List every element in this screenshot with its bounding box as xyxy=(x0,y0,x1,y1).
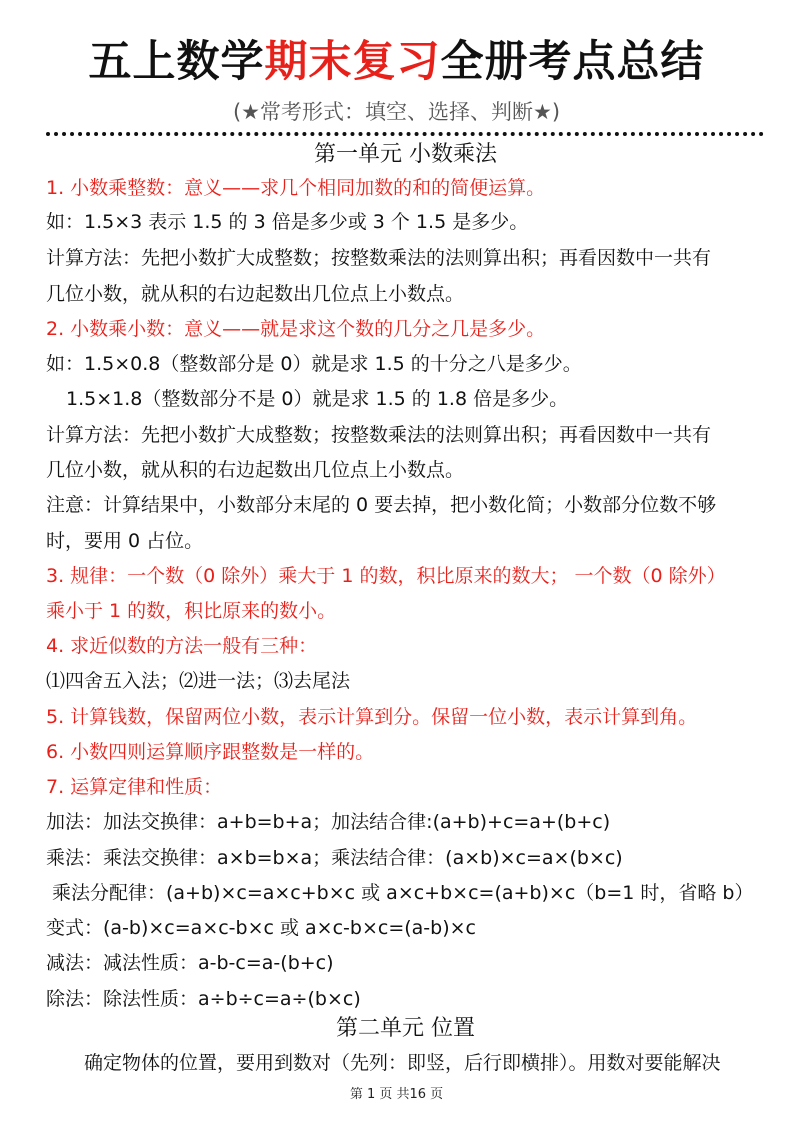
unit2-line: 确定物体的位置，要用到数对（先列：即竖，后行即横排）。用数对要能解决 xyxy=(84,1052,721,1074)
unit1-heading-5: 5. 计算钱数，保留两位小数，表示计算到分。保留一位小数，表示计算到角。 xyxy=(46,706,698,728)
unit1-line: 变式：(a-b)×c=a×c-b×c 或 a×c-b×c=(a-b)×c xyxy=(46,917,477,939)
subtitle: (★常考形式：填空、选择、判断★) xyxy=(232,100,561,124)
title-part-2: 全册考点总结 xyxy=(440,37,705,87)
unit1-line: 几位小数，就从积的右边起数出几位点上小数点。 xyxy=(46,459,465,481)
page-title xyxy=(0,34,793,90)
unit1-line: 如：1.5×0.8（整数部分是 0）就是求 1.5 的十分之八是多少。 xyxy=(46,353,582,375)
dotted-divider xyxy=(46,132,764,136)
unit1-line: 注意：计算结果中，小数部分末尾的 0 要去掉，把小数化简；小数部分位数不够 xyxy=(46,494,717,516)
unit2-title: 第二单元 位置 xyxy=(336,1016,475,1041)
unit1-line: 乘法分配律：(a+b)×c=a×c+b×c 或 a×c+b×c=(a+b)×c（b=1 时，省略 b） xyxy=(52,882,754,904)
title-highlight: 期末复习 xyxy=(264,37,441,87)
title-part-1: 五上数学 xyxy=(88,37,265,87)
unit1-line: 时，要用 0 占位。 xyxy=(46,530,204,552)
unit1-title: 第一单元 小数乘法 xyxy=(314,142,497,167)
unit1-heading-2: 2. 小数乘小数：意义——就是求这个数的几分之几是多少。 xyxy=(46,318,546,340)
unit1-line: 除法：除法性质：a÷b÷c=a÷(b×c) xyxy=(46,988,361,1010)
unit1-line: 1.5×1.8（整数部分不是 0）就是求 1.5 的 1.8 倍是多少。 xyxy=(66,388,569,410)
unit1-line: ⑴四舍五入法；⑵进一法；⑶去尾法 xyxy=(46,670,351,692)
unit1-line: 减法：减法性质：a-b-c=a-(b+c) xyxy=(46,952,334,974)
unit1-heading-3-cont: 乘小于 1 的数，积比原来的数小。 xyxy=(46,600,337,622)
unit1-heading-1: 1. 小数乘整数：意义——求几个相同加数的和的简便运算。 xyxy=(46,177,546,199)
unit1-line: 几位小数，就从积的右边起数出几位点上小数点。 xyxy=(46,283,465,305)
unit1-line: 加法：加法交换律：a+b=b+a；加法结合律:(a+b)+c=a+(b+c) xyxy=(46,811,611,833)
unit1-heading-4: 4. 求近似数的方法一般有三种： xyxy=(46,635,318,657)
unit1-heading-6: 6. 小数四则运算顺序跟整数是一样的。 xyxy=(46,741,375,763)
unit1-heading-7: 7. 运算定律和性质： xyxy=(46,776,223,798)
unit1-line: 乘法：乘法交换律：a×b=b×a；乘法结合律：(a×b)×c=a×(b×c) xyxy=(46,847,623,869)
unit1-line: 计算方法：先把小数扩大成整数；按整数乘法的法则算出积；再看因数中一共有 xyxy=(46,247,712,269)
unit1-line: 计算方法：先把小数扩大成整数；按整数乘法的法则算出积；再看因数中一共有 xyxy=(46,424,712,446)
page-footer: 第 1 页 共16 页 xyxy=(349,1087,444,1102)
unit1-line: 如：1.5×3 表示 1.5 的 3 倍是多少或 3 个 1.5 是多少。 xyxy=(46,211,529,233)
unit1-heading-3: 3. 规律：一个数（0 除外）乘大于 1 的数，积比原来的数大； 一个数（0 除外） xyxy=(46,565,726,587)
